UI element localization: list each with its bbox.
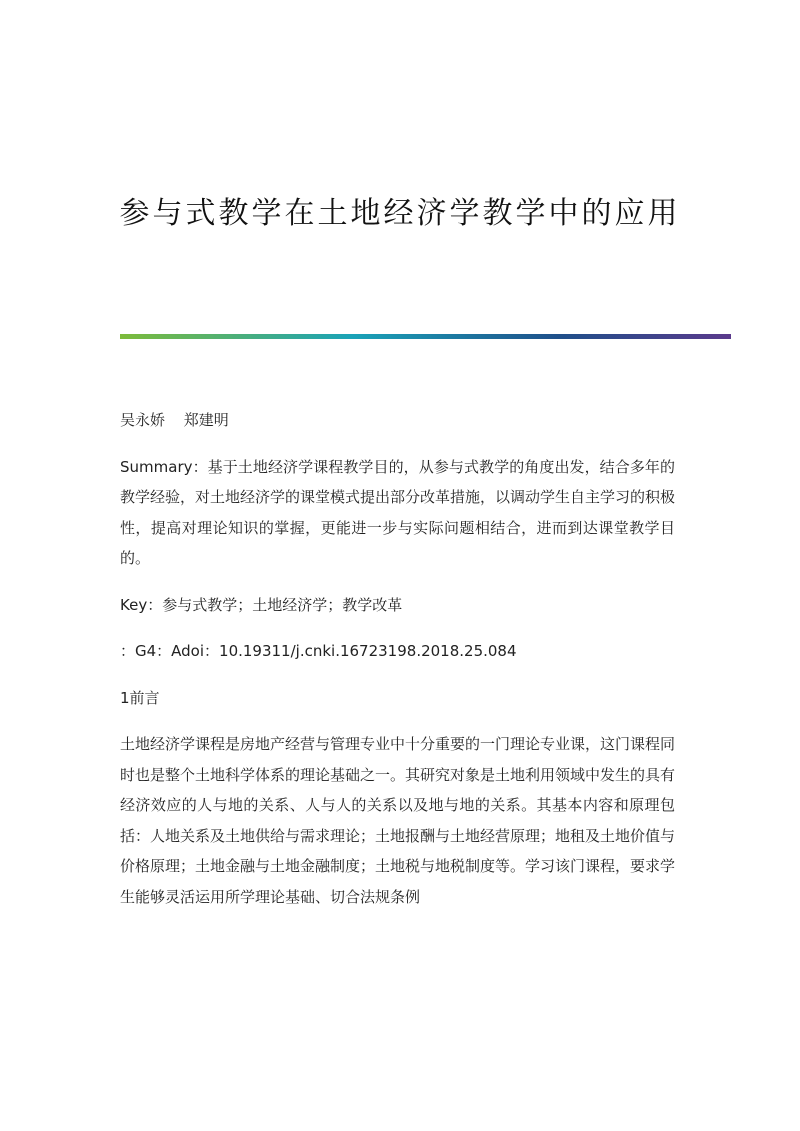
keywords-label: Key： (120, 595, 163, 614)
section-heading: 1前言 (120, 688, 160, 707)
author-list (120, 405, 675, 436)
title-divider (120, 334, 731, 339)
classification-doi: ：G4：Adoi：10.19311/j.cnki.16723198.2018.25.084 (120, 642, 517, 660)
author-name: 郑建明 (183, 411, 229, 429)
keywords (120, 590, 675, 621)
paper-title: 参与式教学在土地经济学教学中的应用 (119, 196, 681, 231)
summary (120, 452, 675, 574)
paper-body (120, 405, 675, 928)
author-name: 吴永娇 (120, 411, 166, 429)
summary-text: 基于土地经济学课程教学目的，从参与式教学的角度出发，结合多年的教学经验，对土地经济学的课堂模式提出部分改革措施，以调动学生自主学习的积极性，提高对理论知识的掌握，更能进一步与实际问题相结合，进而到达课堂教学目的。 (120, 457, 676, 567)
body-paragraph: 土地经济学课程是房地产经营与管理专业中十分重要的一门理论专业课，这门课程同时也是整个土地科学体系的理论基础之一。其研究对象是土地利用领域中发生的具有经济效应的人与地的关系、人与人的关系以及地与地的关系。其基本内容和原理包括：人地关系及土地供给与需求理论；土地报酬与土地经营原理；地租及土地价值与价格原理；土地金融与土地金融制度；土地税与地税制度等。学习该门课程，要求学生能够灵活运用所学理论基础、切合法规条例 (120, 735, 676, 906)
summary-label: Summary： (120, 457, 208, 476)
keywords-text: 参与式教学；土地经济学；教学改革 (162, 595, 403, 614)
